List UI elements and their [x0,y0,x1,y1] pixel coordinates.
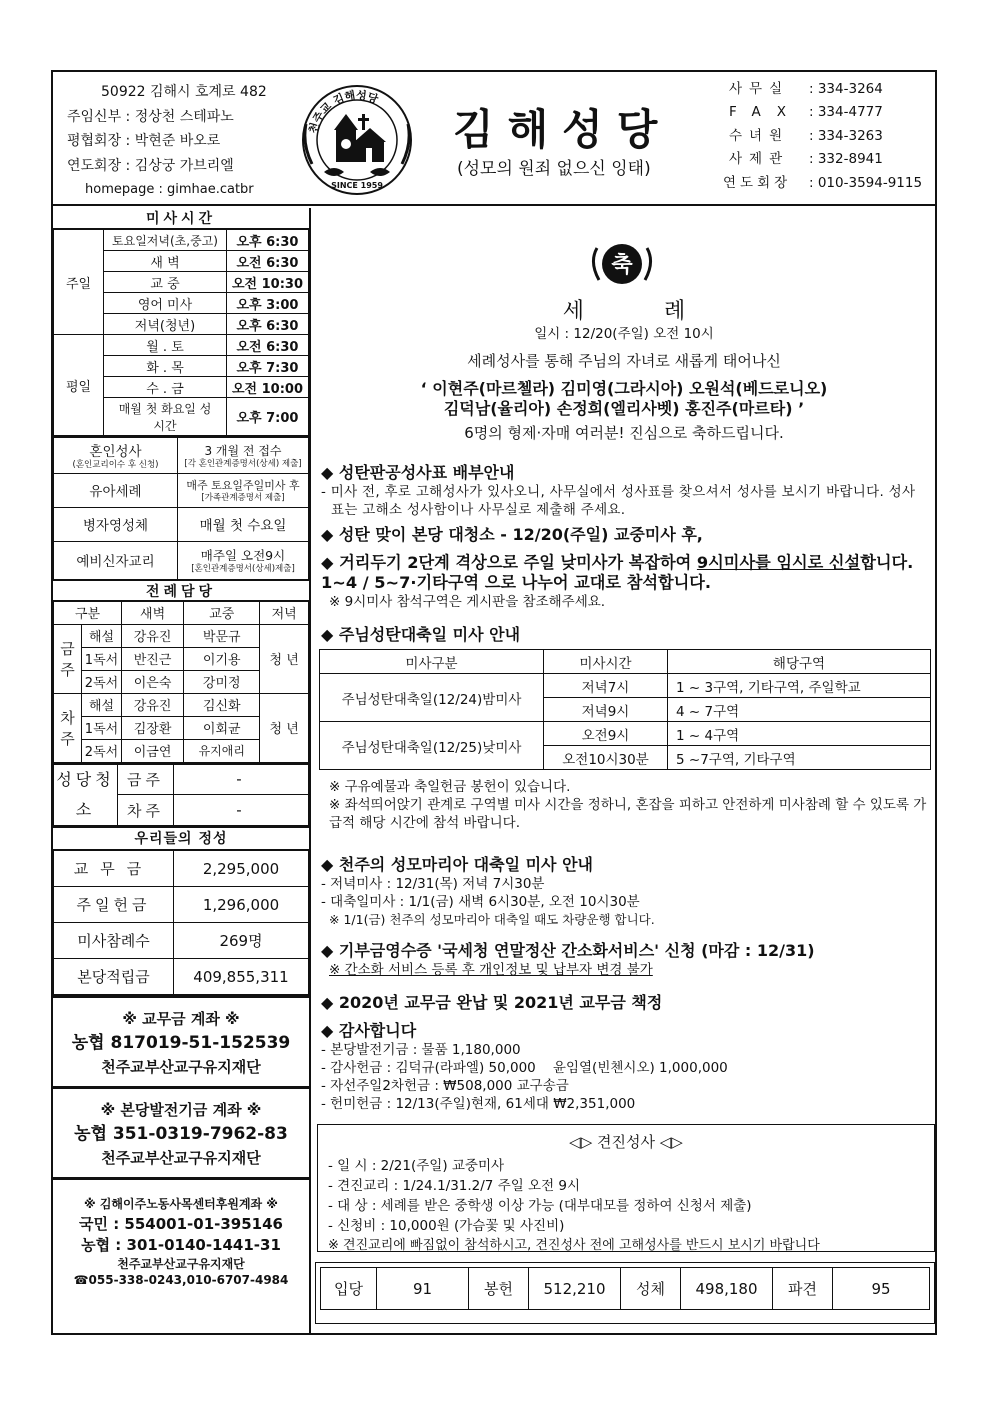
confirmation-box: ◁▷ 견진성사 ◁▷ - 일 시 : 2/21(주일) 교중미사 - 견진교리 : 1/24.1/31.2/7 주일 오전 9시 - 대 상 : 세례를 받은 중학생 이상 가능 (대부대모를 정하여 신청서 제출) - 신청비 : 10,000원 (가슴꽃 및 사진비) ※ 견진교리에 빠짐없이 참석하시고, 견진성사 전에 고해성사를 반드시 보시기 바랍니다 [317,1124,935,1252]
legion-president: 연도회장 : 김상궁 가브리엘 [67,157,234,174]
header-info [67,80,267,203]
bulletin-frame [51,70,937,1335]
christmas-mass-table: 미사구분 미사시간 해당구역 주님성탄대축일(12/24)밤미사 저녁7시 1 ~ 3구역, 기타구역, 주일학교 저녁9시 4 ~ 7구역 주님성탄대축일(12/25)낮미사 오전9시 1 ~ 4구역 오전10시30분 5 ~7구역, 기타구역 [319,649,931,770]
notice-dues: ◆ 2020년 교무금 완납 및 2021년 교무금 책정 [321,993,663,1012]
labor-center-box: ※ 김해이주노동사목센터후원계좌 ※ 국민 : 554001-01-395146 농협 : 301-0140-1441-31 천주교부산교구유지재단 ☎055-338-0243,010-6707-4984 [53,1177,309,1288]
contact-row: 사제관 : 332-8941 [729,151,883,168]
notice-mary-feast: ◆ 천주의 성모마리아 대축일 미사 안내 - 저녁미사 : 12/31(목) 저녁 7시30분 - 대축일미사 : 1/1(금) 새벽 6시30분, 오전 10시30분 ※ 1/1(금) 천주의 성모마리아 대축일 때도 차량운행 합니다. [321,855,655,927]
contact-row: 수녀원 : 334-3263 [729,127,883,144]
pastor: 주임신부 : 정상천 스테파노 [67,108,234,125]
celebration-names-1: ‘ 이현주(마르첼라) 김미영(그라시아) 오원석(베드로니오) [420,379,828,398]
celebration-date: 일시 : 12/20(주일) 오전 10시 [534,326,714,342]
cleaning-table: 성당청소 금주 - 차주 - [53,763,309,827]
parish-subtitle: (성모의 원죄 없으신 잉태) [457,159,651,179]
celebration-line2: 6명의 형제·자매 여러분! 진심으로 축하드립니다. [464,424,784,442]
header [53,72,935,206]
left-column [53,208,311,1335]
notice-thanks: ◆ 감사합니다 - 본당발전기금 : 물품 1,180,000 - 감사헌금 : 김덕규(라파엘) 50,000 윤임열(빈첸시오) 1,000,000 - 자선주일2차헌금 : ₩508,000 교구송금 - 헌미헌금 : 12/13(주일)현재, 61세대 ₩2,351,000 [321,1021,728,1112]
parish-title: 김해성당 [453,105,672,154]
sunday-label: 주일 [54,230,104,335]
notice-cleaning: ◆ 성탄 맞이 본당 대청소 - 12/20(주일) 교중미사 후, [321,525,703,544]
svg-text:축: 축 [611,253,633,278]
celebration-emblem-icon [583,230,661,294]
contacts [723,78,923,195]
contact-row: 연도회장 : 010-3594-9115 [723,174,923,191]
homepage: homepage : gimhae.catbr [85,182,254,197]
offerings-title: 우리들의 정성 [53,826,309,850]
account-box: ※ 본당발전기금 계좌 ※ 농협 351-0319-7962-83 천주교부산교구유지재단 [53,1086,309,1177]
duty-table: 구분 새벽 교중 저녁 금주 해설 강유진 박문규 청 년 1독서 반진근 이기용 2독서 이은숙 강미정 차주 해설 강유진 김신화 청 년 1독서 김장환 이회균 2독서 이금연 유지애리 [53,601,309,763]
notice-confession: ◆ 성탄판공성사표 배부안내 - 미사 전, 후로 고해성사가 있사오니, 사무실에서 성사표를 찾으셔서 성사를 보시기 바랍니다. 성사표는 고해소 성사함이나 사무실로 제출해 주세요. [321,463,916,518]
svg-text:SINCE 1959: SINCE 1959 [331,181,383,190]
svg-text:천주교 김해성당: 천주교 김해성당 [306,88,380,135]
sacraments-table: 혼인성사 (혼인교리이수 후 신청) 3 개월 전 접수 [각 혼인관계증명서(상세) 제출] 유아세례 매주 토요일주일미사 후 [가족관계증명서 제출] 병자영성체 매월 첫 수요일 예비신자교리 매주일 오전9시 [혼인관계증명서(상세)제출] [53,436,309,580]
duty-title: 전례담당 [53,580,309,601]
notice-tax-receipt: ◆ 기부금영수증 '국세청 연말정산 간소화서비스' 신청 (마감 : 12/31) ※ 간소화 서비스 등록 후 개인정보 및 납부자 변경 불가 [321,941,815,978]
celebration-heading: 세례 [562,299,766,324]
celebration-names-2: 김덕남(율리아) 손정희(엘리사벳) 홍진주(마르타) ’ [443,399,805,418]
contact-row: FAX : 334-4777 [729,104,883,121]
stats-box [315,1262,935,1324]
notice-christmas-mass: ◆ 주님성탄대축일 미사 안내 미사구분 미사시간 해당구역 주님성탄대축일(12/24)밤미사 저녁7시 1 ~ 3구역, 기타구역, 주일학교 저녁9시 4 ~ 7구역 주님성탄대축일(12/25)낮미사 오전9시 1 ~ 4구역 오전10시30분 5 ~7구역, 기타구역 ※ 구유예물과 축일헌금 봉헌이 있습니다. ※ 좌석띄어앉기 관계로 구역별 미사 시간을 정하니, 혼잡을 피하고 안전하게 미사참례 할 수 있도록 가급적 해당 시간에 참석 바랍니다. [321,622,933,832]
mass-times-title: 미사시간 [53,208,309,229]
right-column [313,208,935,1335]
account-box: ※ 교무금 계좌 ※ 농협 817019-51-152539 천주교부산교구유지재단 [53,995,309,1086]
stats-table: 입당 91 봉헌 512,210 성체 498,180 파견 95 [320,1267,930,1310]
address: 50922 김해시 호계로 482 [101,84,267,100]
weekday-label: 평일 [54,335,104,436]
celebration-line1: 세례성사를 통해 주님의 자녀로 새롭게 태어나신 [467,352,781,370]
church-logo [296,84,418,202]
notice-9am-mass: ◆ 거리두기 2단계 격상으로 주일 낮미사가 복잡하여 9시미사를 임시로 신설합니다. 1~4 / 5~7·기타구역 으로 나누어 교대로 참석합니다. ※ 9시미사 참석구역은 게시판을 참조해주세요. [321,553,914,610]
mass-times-table: 주일 토요일저녁(초,중고) 오후 6:30 새 벽 오전 6:30 교 중 오전 10:30 영어 미사 오후 3:00 저녁(청년) 오후 6:30 평일 월 . 토 오전 6:30 화 . 목 오후 7:30 수 . 금 오전 10:00 매월 첫 화요일 성시간 오후 7:00 [53,229,309,436]
contact-row: 사무실 : 334-3264 [729,81,883,97]
offerings-table: 교무금 2,295,000 주일헌금 1,296,000 미사참례수 269명 본당적립금 409,855,311 [53,850,309,995]
council-president: 평협회장 : 박현준 바오로 [67,133,221,149]
